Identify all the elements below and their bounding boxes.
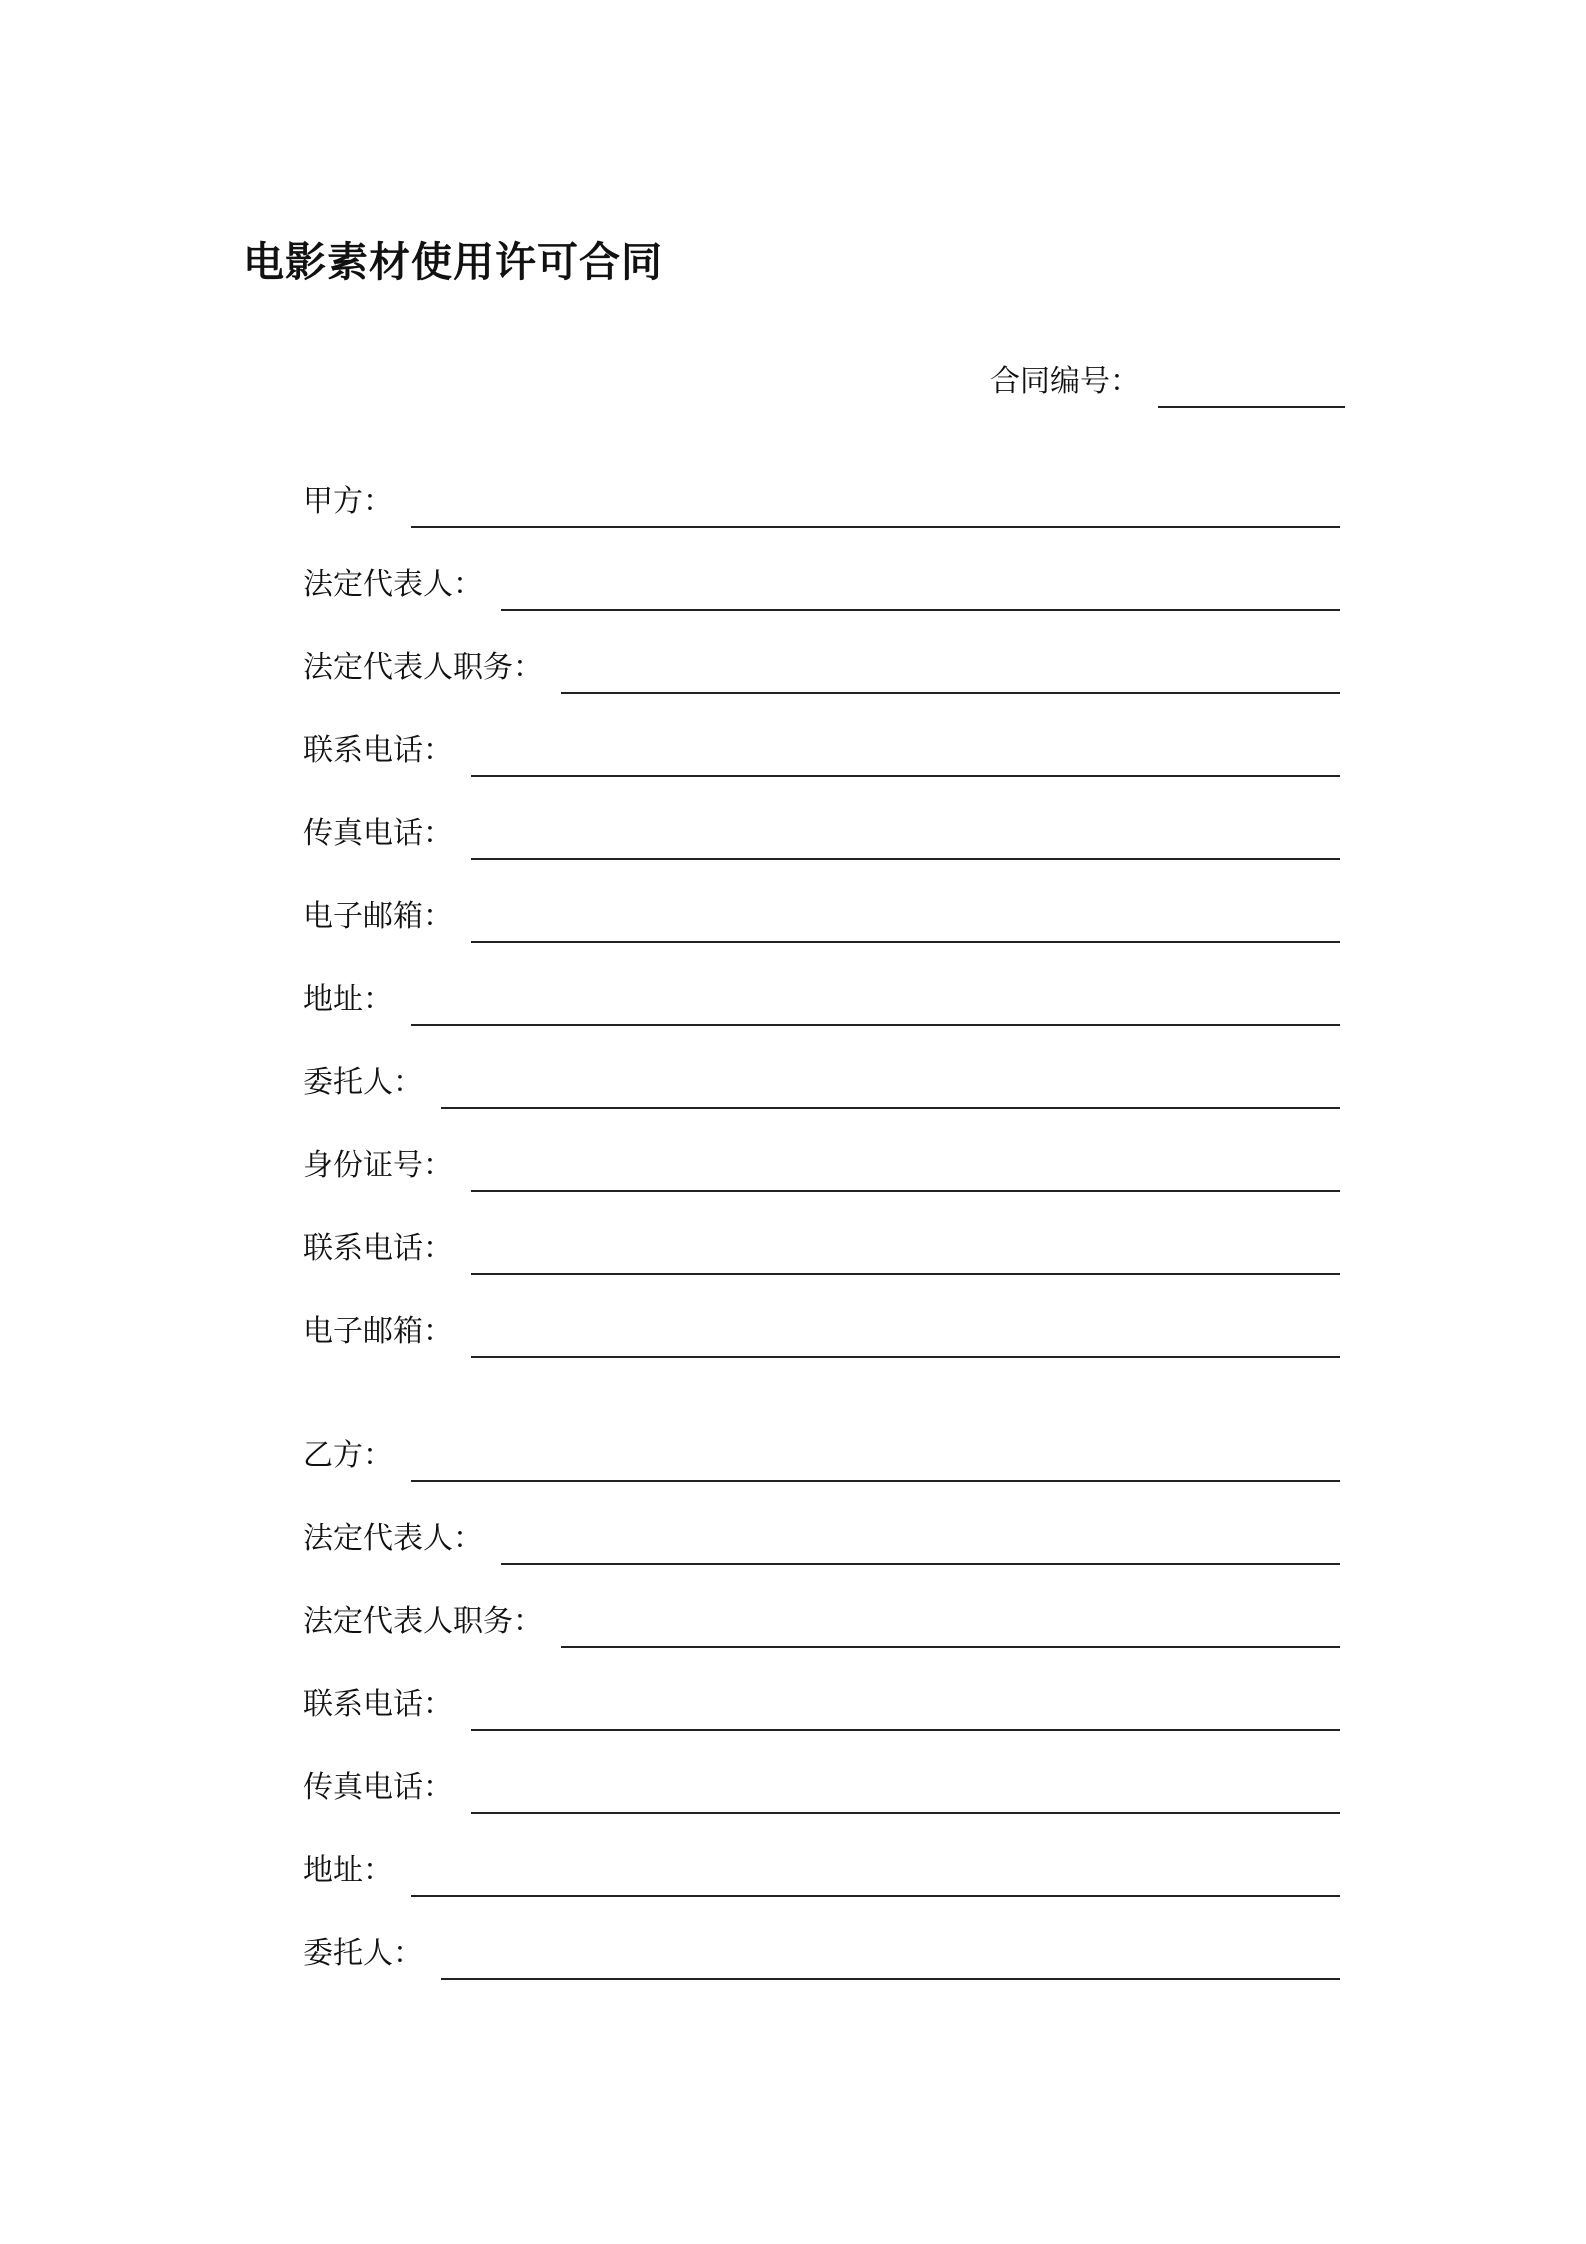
party-a-legal-rep-label: 法定代表人： <box>303 567 483 602</box>
party-b-legal-rep-title-blank[interactable] <box>561 1602 1340 1648</box>
party-b-fax-blank[interactable] <box>471 1768 1340 1814</box>
party-a-agent-row <box>303 1059 1340 1109</box>
party-a-legal-rep-blank[interactable] <box>501 565 1340 611</box>
party-b-agent-blank[interactable] <box>441 1934 1340 1980</box>
party-a-email-row <box>303 893 1340 943</box>
party-a-email-label: 电子邮箱： <box>303 899 453 934</box>
party-a-address-row <box>303 976 1340 1026</box>
party-b-fax-row <box>303 1764 1340 1814</box>
party-a-fax-blank[interactable] <box>471 814 1340 860</box>
party-a-fax-row <box>303 810 1340 860</box>
party-b-name-row <box>303 1432 1340 1482</box>
party-b-agent-row <box>303 1930 1340 1980</box>
party-a-name-blank[interactable] <box>411 482 1340 528</box>
party-a-legal-rep-title-label: 法定代表人职务： <box>303 650 543 685</box>
party-b-phone-blank[interactable] <box>471 1685 1340 1731</box>
party-a-agent-phone-blank[interactable] <box>471 1229 1340 1275</box>
party-a-legal-rep-row <box>303 561 1340 611</box>
party-a-name-label: 甲方： <box>303 484 393 519</box>
party-a-id-number-label: 身份证号： <box>303 1148 453 1183</box>
party-b-phone-row <box>303 1681 1340 1731</box>
party-a-fax-label: 传真电话： <box>303 816 453 851</box>
party-a-agent-blank[interactable] <box>441 1063 1340 1109</box>
party-b-legal-rep-title-label: 法定代表人职务： <box>303 1604 543 1639</box>
contract-number-blank[interactable] <box>1158 362 1345 408</box>
party-a-phone-row <box>303 727 1340 777</box>
party-b-legal-rep-row <box>303 1515 1340 1565</box>
party-a-id-number-blank[interactable] <box>471 1146 1340 1192</box>
party-b-legal-rep-label: 法定代表人： <box>303 1521 483 1556</box>
party-a-agent-email-row <box>303 1308 1340 1358</box>
party-b-address-label: 地址： <box>303 1853 393 1888</box>
party-a-agent-email-label: 电子邮箱： <box>303 1314 453 1349</box>
party-a-agent-phone-row <box>303 1225 1340 1275</box>
party-a-id-number-row <box>303 1142 1340 1192</box>
party-b-phone-label: 联系电话： <box>303 1687 453 1722</box>
party-a-address-blank[interactable] <box>411 980 1340 1026</box>
party-b-name-blank[interactable] <box>411 1436 1340 1482</box>
contract-number-label: 合同编号： <box>990 364 1140 399</box>
contract-number-row <box>990 358 1345 408</box>
party-a-agent-email-blank[interactable] <box>471 1312 1340 1358</box>
party-a-agent-phone-label: 联系电话： <box>303 1231 453 1266</box>
party-a-legal-rep-title-row <box>303 644 1340 694</box>
party-a-phone-label: 联系电话： <box>303 733 453 768</box>
party-b-address-blank[interactable] <box>411 1851 1340 1897</box>
party-b-address-row <box>303 1847 1340 1897</box>
party-b-legal-rep-title-row <box>303 1598 1340 1648</box>
party-a-address-label: 地址： <box>303 982 393 1017</box>
party-a-agent-label: 委托人： <box>303 1065 423 1100</box>
party-a-email-blank[interactable] <box>471 897 1340 943</box>
party-b-legal-rep-blank[interactable] <box>501 1519 1340 1565</box>
party-b-fax-label: 传真电话： <box>303 1770 453 1805</box>
party-a-legal-rep-title-blank[interactable] <box>561 648 1340 694</box>
party-b-agent-label: 委托人： <box>303 1936 423 1971</box>
party-b-name-label: 乙方： <box>303 1438 393 1473</box>
party-a-phone-blank[interactable] <box>471 731 1340 777</box>
party-a-name-row <box>303 478 1340 528</box>
document-title: 电影素材使用许可合同 <box>243 238 663 286</box>
